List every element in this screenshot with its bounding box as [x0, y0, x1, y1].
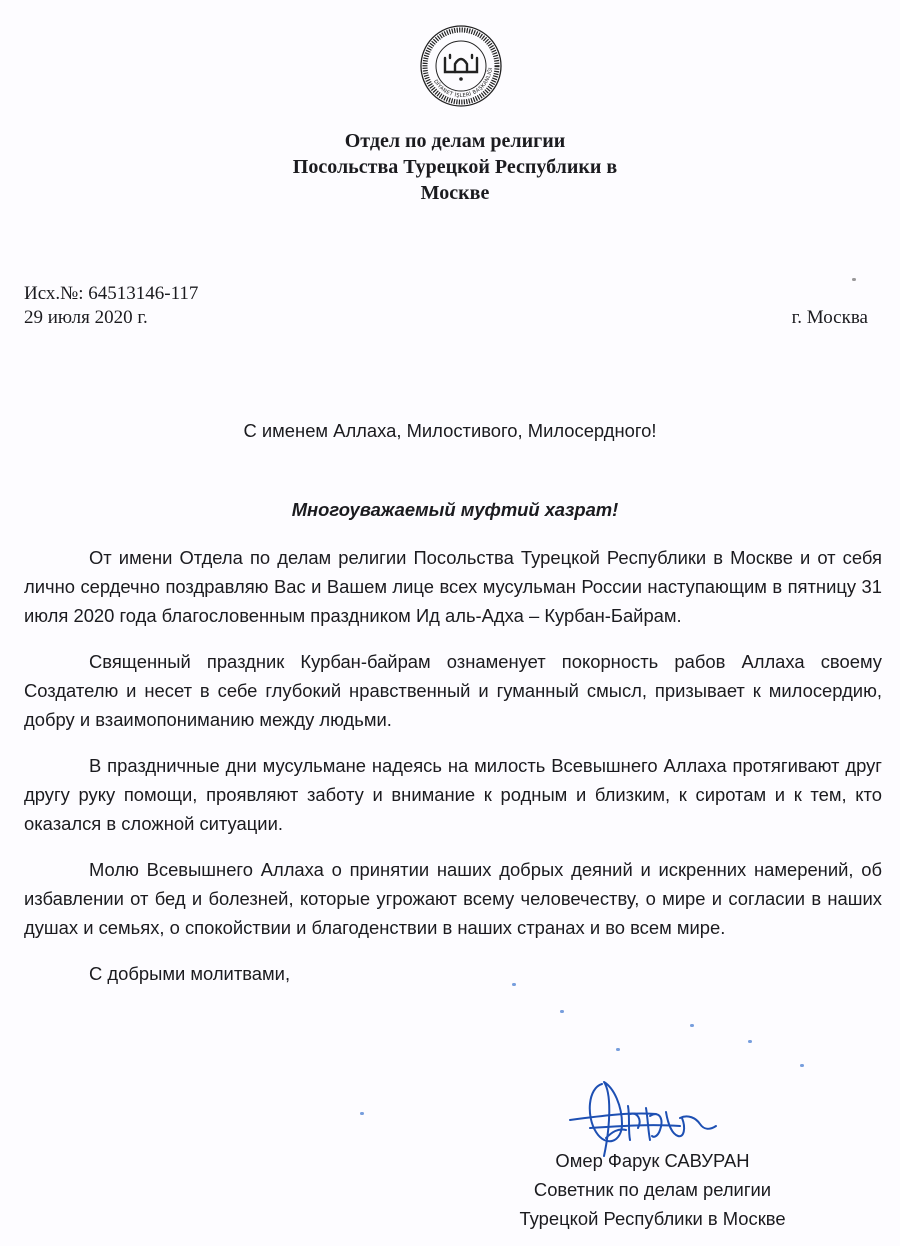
closing-line: С добрыми молитвами, [89, 963, 291, 984]
org-line-3: Москве [420, 182, 490, 204]
ink-speck [360, 1112, 364, 1115]
svg-text:DİYANET İŞLERİ BAŞKANLIĞI: DİYANET İŞLERİ BAŞKANLIĞI [432, 66, 494, 100]
ink-speck [512, 983, 516, 986]
letter-date: 29 июля 2020 г. [24, 307, 148, 328]
organization-header [0, 128, 900, 206]
org-line-2: Посольства Турецкой Республики в [292, 156, 618, 178]
ink-speck [616, 1048, 620, 1051]
diyanet-seal-logo [419, 24, 503, 108]
ink-speck [852, 278, 856, 281]
paragraph-4: Молю Всевышнего Аллаха о принятии наших добрых деяний и искренних намерений, об избавлении от бед и болезней, которые угрожают всему человечеству, о мире и согласии в наших душах и семьях, о спокойствии и благоденствии в наших странах и во всем мире. [24, 859, 882, 938]
letter-city: г. Москва [791, 307, 868, 328]
reference-number: Исх.№: 64513146-117 [24, 283, 199, 304]
paragraph-1: От имени Отдела по делам религии Посольства Турецкой Республики в Москве и от себя лично сердечно поздравляю Вас и Вашем лице всех мусульман России наступающим в пятницу 31 июля 2020 года благословенным праздником Ид аль-Адха – Курбан-Байрам. [24, 547, 882, 626]
letter-body [24, 543, 882, 1005]
ink-speck [800, 1064, 804, 1067]
signatory-title-line-2: Турецкой Республики в Москве [519, 1208, 786, 1229]
paragraph-2: Священный праздник Курбан-байрам ознаменует покорность рабов Аллаха своему Создателю и несет в себе глубокий нравственный и гуманный смысл, призывает к милосердию, добру и взаимопониманию между людьми. [24, 651, 882, 730]
ink-speck [690, 1024, 694, 1027]
invocation: С именем Аллаха, Милостивого, Милосердного! [243, 420, 657, 441]
ink-speck [560, 1010, 564, 1013]
signatory-title-line-1: Советник по делам религии [533, 1179, 772, 1200]
salutation: Многоуважаемый муфтий хазрат! [291, 499, 619, 520]
reference-block [24, 282, 198, 330]
ink-speck [748, 1040, 752, 1043]
signatory-block [440, 1146, 865, 1233]
org-line-1: Отдел по делам религии [344, 130, 566, 152]
signatory-name: Омер Фарук САВУРАН [555, 1150, 750, 1171]
paragraph-3: В праздничные дни мусульмане надеясь на милость Всевышнего Аллаха протягивают друг другу руку помощи, проявляют заботу и внимание к родным и близким, к сиротам и к тем, кто оказался в сложной ситуации. [24, 755, 882, 834]
